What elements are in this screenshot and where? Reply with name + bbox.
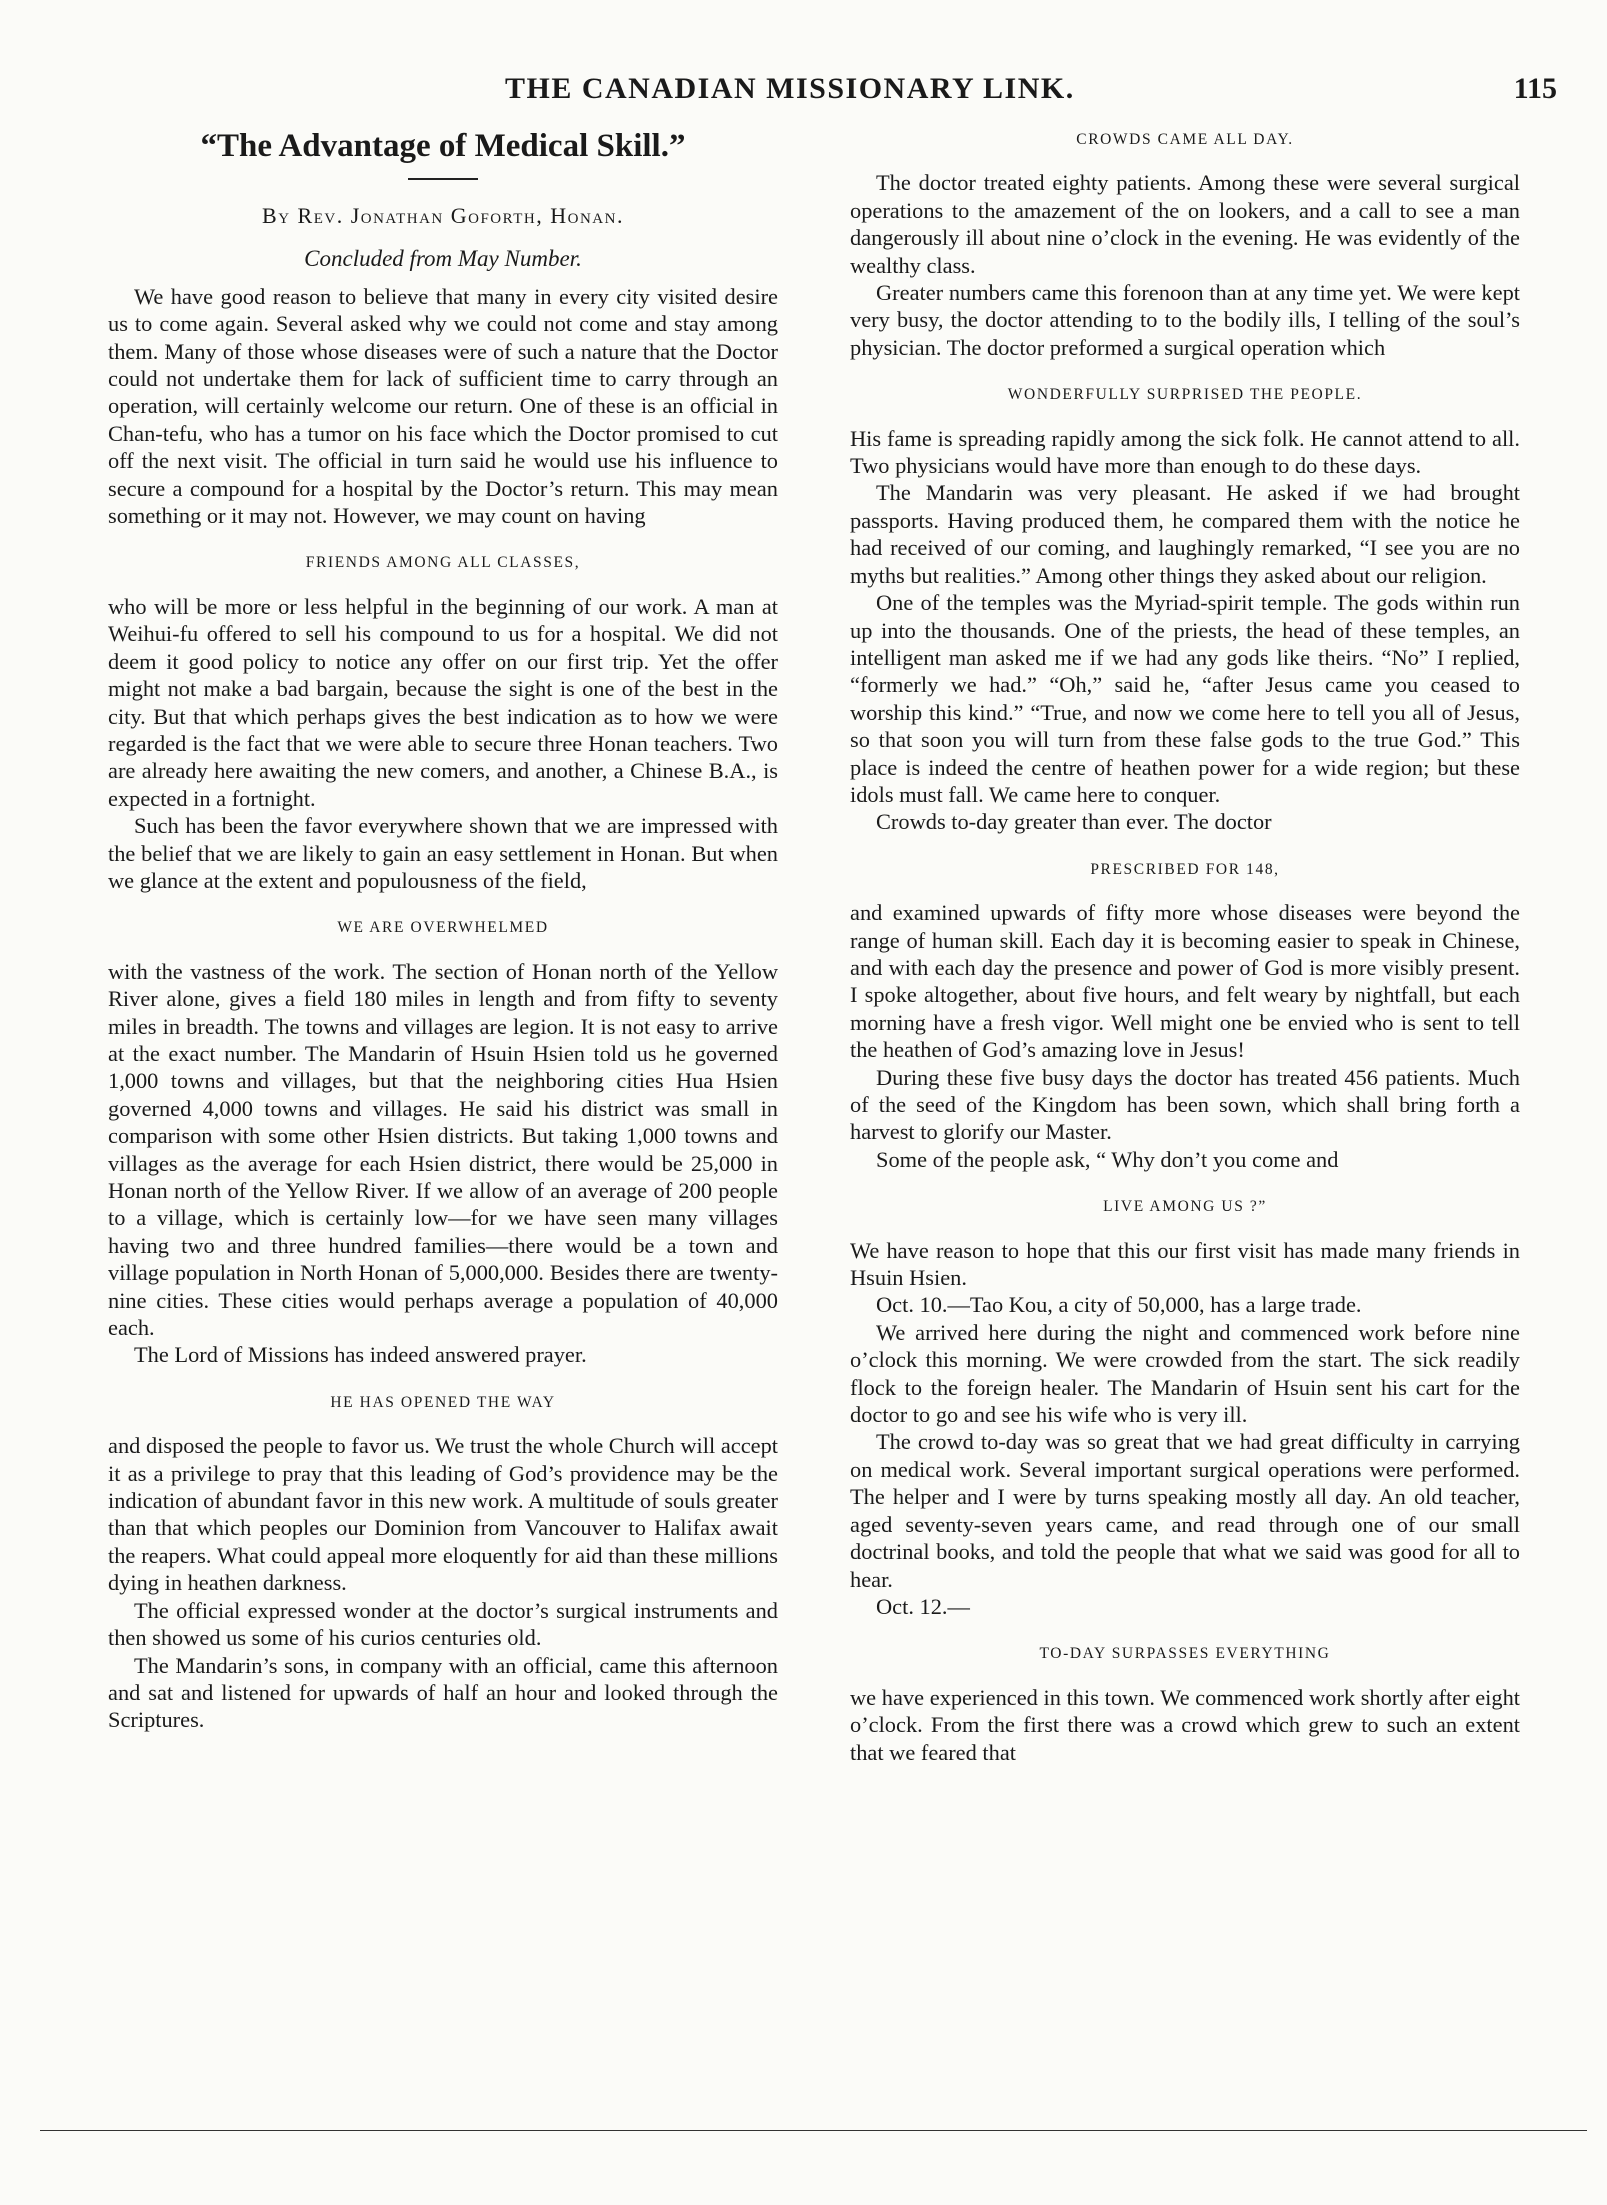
paragraph: and examined upwards of fifty more whose diseases were beyond the range of human skill. Each day it is becoming easier to speak in Chinese, and with each day the presence and power of God is more visibly present. I spoke altogether, about five hours, and felt weary by nightfall, but each morning have a fresh vigor. Well might one be envied who is sent to tell the heathen of God’s amazing love in Jesus! [850,900,1520,1063]
continued-note: Concluded from May Number. [304,246,582,272]
paragraph: His fame is spreading rapidly among the sick folk. He cannot attend to all. Two physicians would have more than enough to do these days. [850,425,1520,479]
paragraph: Such has been the favor everywhere shown that we are impressed with the belief that we are likely to gain an easy settlement in Honan. But when we glance at the extent and populousness of the field, [108,813,778,893]
paragraph: The Mandarin’s sons, in company with an official, came this afternoon and sat and listened for upwards of half an hour and looked through the Scriptures. [108,1652,778,1733]
paragraph: with the vastness of the work. The section of Honan north of the Yellow River alone, gives a field 180 miles in length and from fifty to seventy miles in breadth. The towns and villages are legion. It is not easy to arrive at the exact number. The Mandarin of Hsuin Hsien told us he governed 1,000 towns and villages, but that the neighboring cities Hua Hsien governed 4,000 towns and villages. He said his district was small in comparison with some other Hsien districts. But taking 1,000 towns and villages as the average for each Hsien district, there would be 25,000 in Honan north of the Yellow River. If we allow of an average of 200 people to a village, which is certainly low—for we have seen many villages having two and three hundred families—there would be a town and village population in North Honan of 5,000,000. Besides there are twenty-nine cities. These cities would perhaps average a population of 40,000 each. [108,958,778,1341]
right-column [850,126,1520,1766]
section-subhead: PRESCRIBED FOR 148, [1090,860,1280,878]
paragraph: The crowd to-day was so great that we had great difficulty in carrying on medical work. Several important surgical operations were performed. The helper and I were by turns speaking mostly all day. An old teacher, aged seventy-seven years came, and read through one of our small doctrinal books, and told the people that what we said was good for all to hear. [850,1429,1520,1592]
section-subhead: WONDERFULLY SURPRISED THE PEOPLE. [1007,386,1363,404]
paragraph: we have experienced in this town. We commenced work shortly after eight o’clock. From the first there was a crowd which grew to such an extent that we feared that [850,1684,1520,1765]
section-subhead: HE HAS OPENED THE WAY [330,1393,556,1411]
article-title: “The Advantage of Medical Skill.” [200,128,686,164]
page-header [60,72,1567,122]
paragraph: During these five busy days the doctor has treated 456 patients. Much of the seed of the Kingdom has been sown, which shall bring forth a harvest to glorify our Master. [850,1064,1520,1145]
section-subhead: CROWDS CAME ALL DAY. [1076,131,1294,148]
paragraph: Greater numbers came this forenoon than at any time yet. We were kept very busy, the doctor attending to to the bodily ills, I telling of the soul’s physician. The doctor preformed a surgical operation which [850,280,1520,360]
section-subhead: WE ARE OVERWHELMED [337,919,549,937]
paragraph: The Mandarin was very pleasant. He asked if we had brought passports. Having produced them, he compared them with the notice he had received of our coming, and laughingly remarked, “I see you are no myths but realities.” Among other things they asked about our religion. [850,480,1520,588]
running-title: THE CANADIAN MISSIONARY LINK. [505,72,1075,105]
title-rule [408,178,478,180]
paragraph: Oct. 12.— [876,1593,970,1619]
paragraph: Crowds to-day greater than ever. The doctor [876,809,1272,835]
paragraph: The Lord of Missions has indeed answered prayer. [134,1342,587,1368]
paragraph: We have good reason to believe that many in every city visited desire us to come again. Several asked why we could not come and stay among them. Many of those whose diseases were of such a nature that the Doctor could not undertake them for lack of sufficient time to carry through an operation, will certainly welcome our return. One of these is an official in Chan-tefu, who has a tumor on his face which the Doctor promised to cut off the next visit. The official in turn said he would use his influence to secure a compound for a hospital by the Doctor’s return. This may mean something or it may not. However, we may count on having [108,283,778,529]
paragraph: The doctor treated eighty patients. Among these were several surgical operations to the amazement of the on lookers, and a call to see a man dangerously ill about nine o’clock in the evening. He was evidently of the wealthy class. [850,170,1520,278]
paragraph: We have reason to hope that this our first visit has made many friends in Hsuin Hsien. [850,1237,1520,1291]
section-subhead: TO-DAY SURPASSES EVERYTHING [1039,1645,1331,1663]
paragraph: and disposed the people to favor us. We trust the whole Church will accept it as a privilege to pray that this leading of God’s providence may be the indication of abundant favor in this new work. A multitude of souls greater than that which peoples our Dominion from Vancouver to Halifax await the reapers. What could appeal more eloquently for aid than these millions dying in heathen darkness. [108,1433,778,1596]
bottom-rule [40,2130,1587,2131]
left-column [108,126,778,1734]
paragraph: Some of the people ask, “ Why don’t you come and [876,1146,1339,1172]
paragraph: One of the temples was the Myriad-spirit temple. The gods within run up into the thousands. One of the priests, the head of these temples, an intelligent man asked me if we had any gods like theirs. “No” I replied, “formerly we had.” “Oh,” said he, “after Jesus came you ceased to worship this kind.” “True, and now we come here to tell you all of Jesus, so that soon you will turn from these false gods to the true God.” This place is indeed the centre of heathen power for a wide region; but these idols must fall. We came here to conquer. [850,590,1520,807]
section-subhead: LIVE AMONG US ?” [1103,1198,1267,1216]
section-subhead: FRIENDS AMONG ALL CLASSES, [305,554,581,572]
paragraph: We arrived here during the night and commenced work before nine o’clock this morning. We were crowded from the start. The sick readily flock to the foreign healer. The Mandarin of Hsuin sent his cart for the doctor to go and see his wife who is very ill. [850,1319,1520,1428]
paragraph: The official expressed wonder at the doctor’s surgical instruments and then showed us some of his curios centuries old. [108,1597,778,1651]
article-byline: By Rev. Jonathan Goforth, Honan. [262,203,624,228]
paragraph: Oct. 10.—Tao Kou, a city of 50,000, has a large trade. [876,1292,1362,1318]
page-number: 115 [1513,72,1557,105]
paragraph: who will be more or less helpful in the beginning of our work. A man at Weihui-fu offered to sell his compound to us for a hospital. We did not deem it good policy to notice any offer on our first trip. Yet the offer might not make a bad bargain, because the sight is one of the best in the city. But that which perhaps gives the best indication as to how we were regarded is the fact that we were able to secure three Honan teachers. Two are already here awaiting the new comers, and another, a Chinese B.A., is expected in a fortnight. [108,593,778,811]
